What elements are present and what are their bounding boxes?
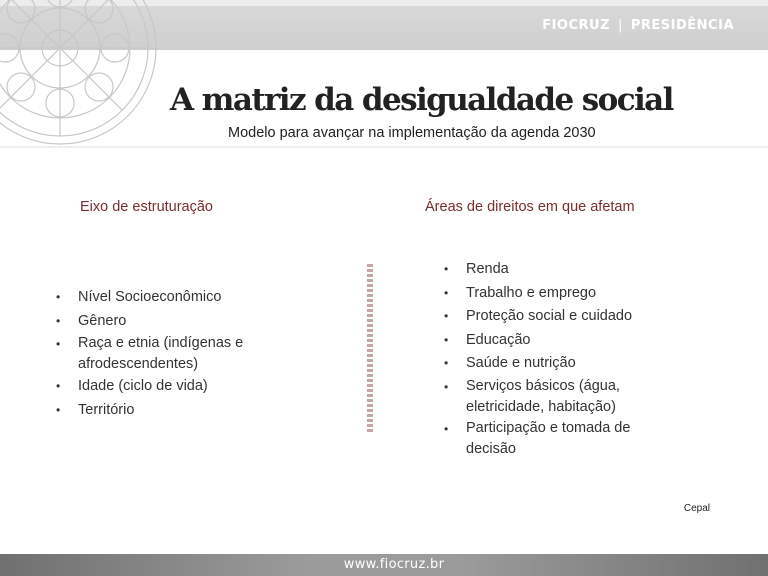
divider-dot (367, 384, 373, 387)
divider-dot (367, 309, 373, 312)
header-org-name (542, 18, 734, 33)
bullet-icon: • (444, 309, 449, 323)
divider-dot (367, 369, 373, 372)
divider-dot (367, 274, 373, 277)
divider-dot (367, 389, 373, 392)
list-item: • Proteção social e cuidado (444, 305, 674, 329)
footer-website-link[interactable]: www.fiocruz.br (343, 557, 445, 572)
divider-dot (367, 294, 373, 297)
list-item: • Idade (ciclo de vida) (56, 375, 286, 399)
list-item: • Participação e tomada de decisão (444, 419, 631, 457)
bullet-icon: • (444, 379, 449, 394)
bullet-icon: • (444, 332, 449, 347)
list-item: • Saúde e nutrição (444, 352, 674, 376)
header-separator: | (618, 18, 623, 33)
structuring-axes-list (56, 286, 286, 422)
divider-dot (367, 404, 373, 407)
divider-dot (367, 379, 373, 382)
divider-dot (367, 264, 373, 267)
divider-dot (367, 319, 373, 322)
divider-dot (367, 399, 373, 402)
list-item: • Educação (444, 329, 674, 353)
title-divider (0, 146, 768, 148)
divider-dot (367, 334, 373, 337)
bullet-icon: • (444, 262, 449, 276)
list-item: • Trabalho e emprego (444, 282, 674, 306)
divider-dot (367, 374, 373, 377)
left-column-heading: Eixo de estruturação (80, 199, 213, 215)
divider-dot (367, 429, 373, 432)
list-item: • Renda (444, 258, 674, 282)
bullet-icon: • (444, 285, 449, 300)
divider-dot (367, 329, 373, 332)
bullet-icon: • (56, 290, 61, 304)
divider-dot (367, 364, 373, 367)
divider-dot (367, 419, 373, 422)
divider-dot (367, 289, 373, 292)
divider-dot (367, 424, 373, 427)
rights-areas-list (444, 258, 674, 460)
bullet-icon: • (444, 421, 449, 436)
divider-dot (367, 299, 373, 302)
divider-dot (367, 414, 373, 417)
bullet-icon: • (444, 356, 449, 370)
divider-dot (367, 354, 373, 357)
divider-dot (367, 359, 373, 362)
right-column-heading: Áreas de direitos em que afetam (425, 199, 635, 215)
org-unit-label: PRESIDÊNCIA (630, 18, 734, 33)
bullet-icon: • (56, 313, 61, 328)
divider-dot (367, 394, 373, 397)
rose-window-ornament (0, 0, 160, 148)
bullet-icon: • (56, 379, 61, 393)
divider-dot (367, 344, 373, 347)
bullet-icon: • (56, 402, 61, 417)
org-label: FIOCRUZ (542, 18, 610, 33)
page-subtitle: Modelo para avançar na implementação da agenda 2030 (228, 125, 596, 141)
divider-dot (367, 409, 373, 412)
dotted-column-divider (366, 264, 374, 432)
list-item: • Raça e etnia (indígenas e afrodescendentes) (56, 335, 244, 372)
divider-dot (367, 324, 373, 327)
divider-dot (367, 349, 373, 352)
divider-dot (367, 339, 373, 342)
list-item: • Território (56, 399, 286, 423)
list-item: • Nível Socioeconômico (56, 286, 286, 310)
source-credit: Cepal (683, 503, 710, 514)
list-item: • Serviços básicos (água, eletricidade, habitação) (444, 377, 620, 415)
page-title: A matriz da desigualdade social (170, 82, 673, 118)
divider-dot (367, 269, 373, 272)
divider-dot (367, 279, 373, 282)
divider-dot (367, 314, 373, 317)
bullet-icon: • (56, 337, 61, 351)
list-item: • Gênero (56, 310, 286, 334)
divider-dot (367, 304, 373, 307)
divider-dot (367, 284, 373, 287)
footer-band (0, 554, 768, 576)
